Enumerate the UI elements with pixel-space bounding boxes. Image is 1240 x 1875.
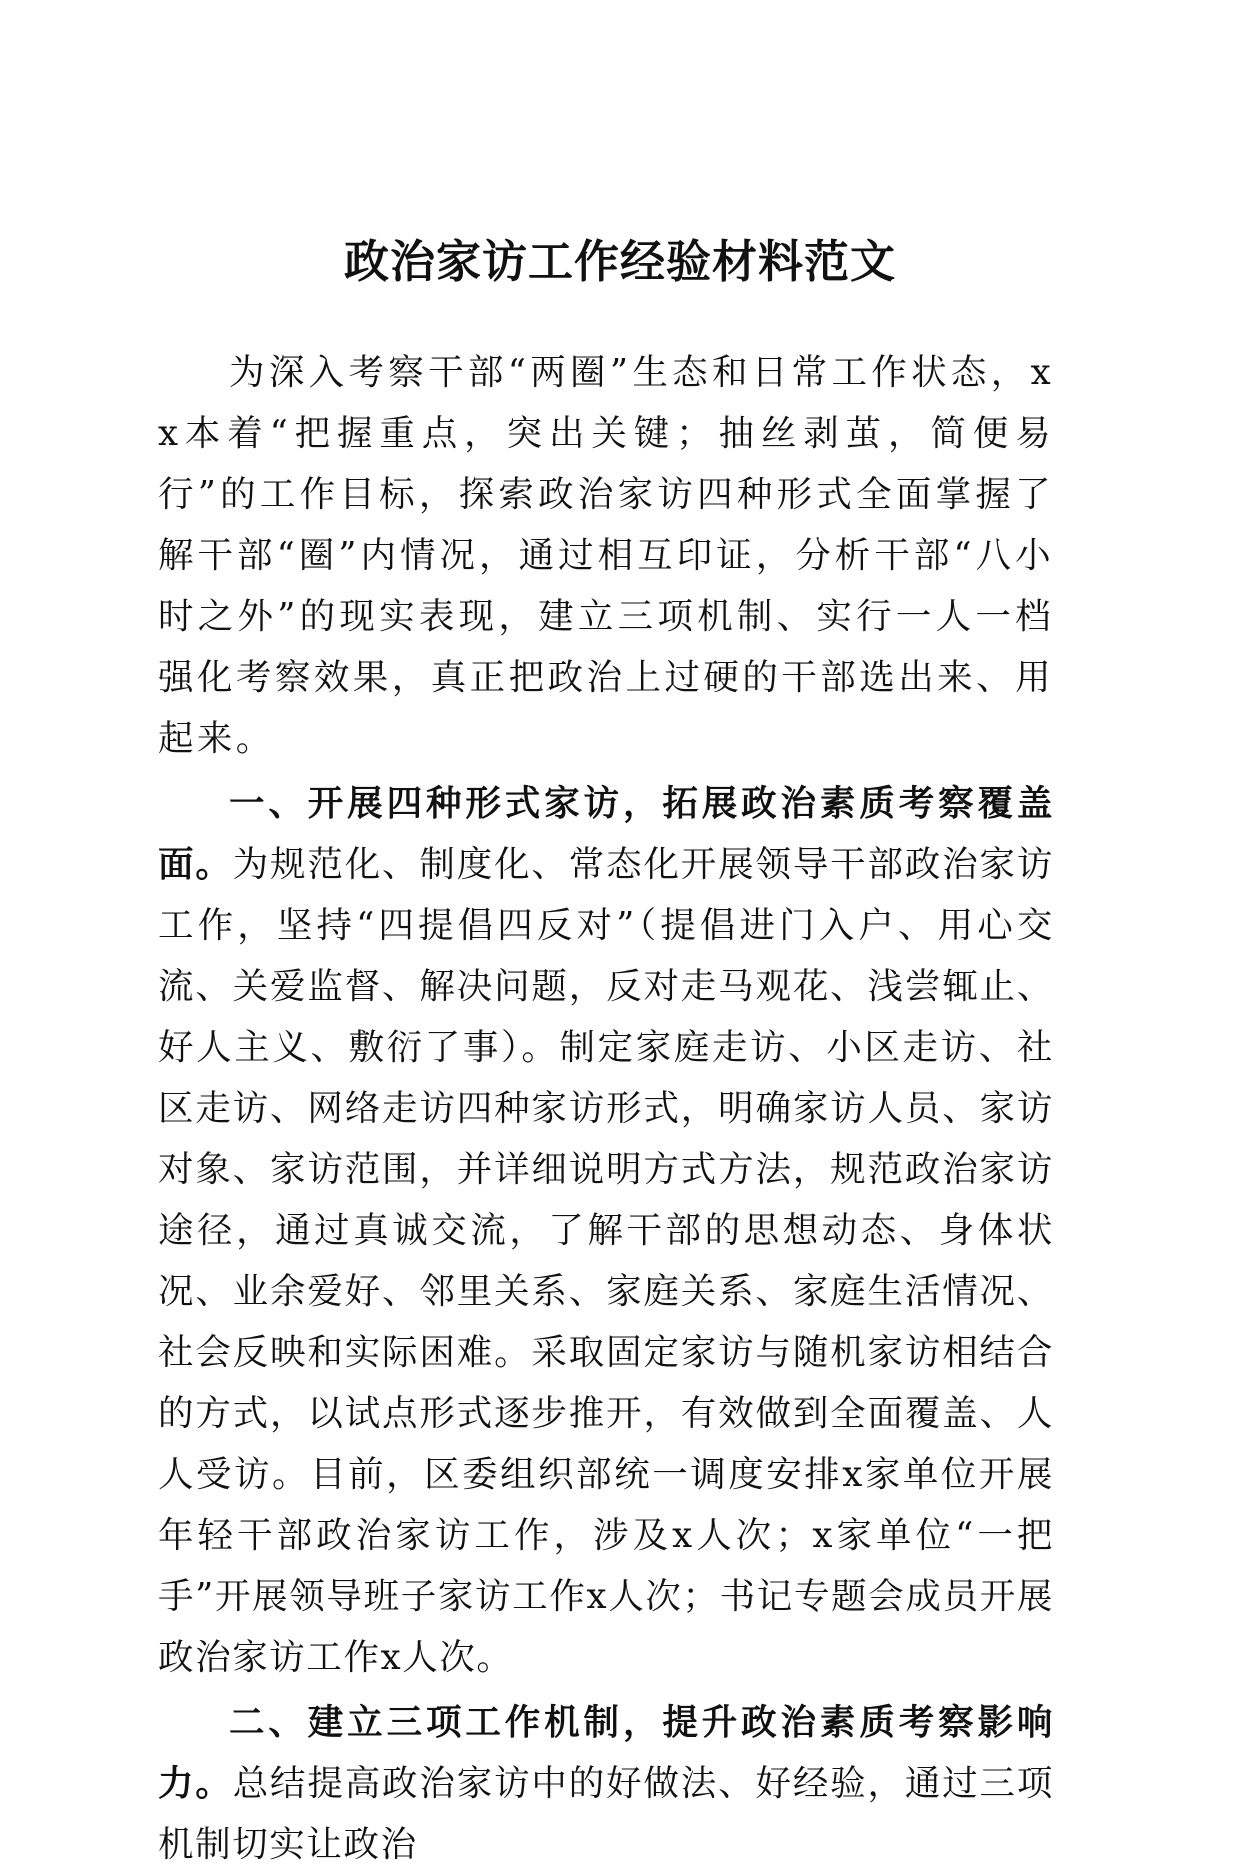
intro-paragraph: 为深入考察干部“两圈”生态和日常工作状态，xx本着“把握重点，突出关键；抽丝剥茧，简便易行”的工作目标，探索政治家访四种形式全面掌握了解干部“圈”内情况，通过相互印证，分析干部“八小时之外”的现实表现，建立三项机制、实行一人一档强化考察效果，真正把政治上过硬的干部选出来、用起来。 [158,352,1055,759]
section-2-text: 总结提高政治家访中的好做法、好经验，通过三项机制切实让政治 [158,1763,1054,1865]
section-2-heading: 二、建立三项工作机制，提升政治素质考察影响力。 [158,1702,1054,1804]
document-title: 政治家访工作经验材料范文 [343,235,896,288]
section-1-text: 为规范化、制度化、常态化开展领导干部政治家访工作，坚持“四提倡四反对”（提倡进门入户、用心交流、关爱监督、解决问题，反对走马观花、浅尝辄止、好人主义、敷衍了事）。制定家庭走访、小区走访、社区走访、网络走访四种家访形式，明确家访人员、家访对象、家访范围，并详细说明方式方法，规范政治家访途径，通过真诚交流，了解干部的思想动态、身体状况、业余爱好、邻里关系、家庭关系、家庭生活情况、社会反映和实际困难。采取固定家访与随机家访相结合的方式，以试点形式逐步推开，有效做到全面覆盖、人人受访。目前，区委组织部统一调度安排x家单位开展年轻干部政治家访工作，涉及x人次；x家单位“一把手”开展领导班子家访工作x人次；书记专题会成员开展政治家访工作x人次。 [158,844,1054,1678]
section-1-heading: 一、开展四种形式家访，拓展政治素质考察覆盖面。 [158,783,1054,885]
section-1-paragraph [158,773,1054,1688]
section-2-paragraph [158,1692,1054,1875]
document-body [158,342,1054,1875]
